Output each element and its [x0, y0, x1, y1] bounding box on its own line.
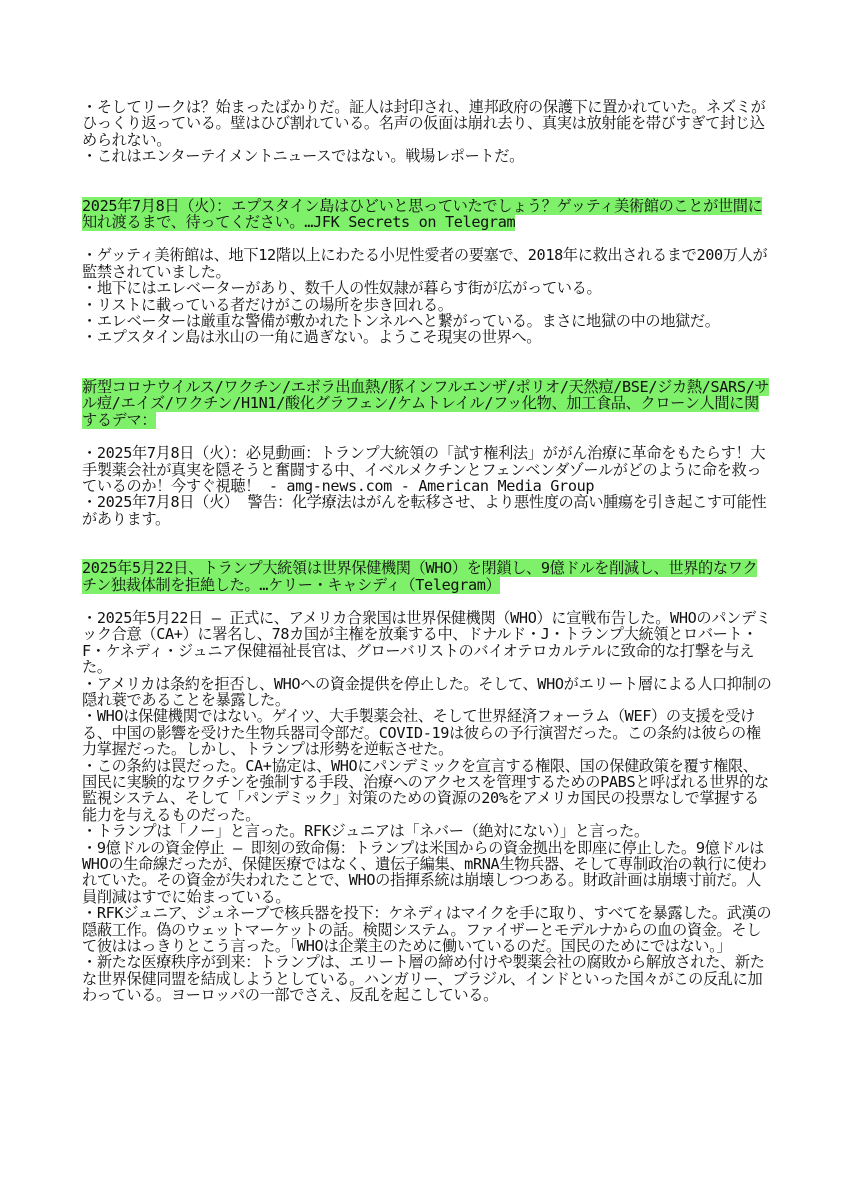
bullet-paragraph: ・トランプは「ノー」と言った。RFKジュニアは「ネバー（絶対にない）」と言った。	[82, 822, 649, 841]
document-page	[82, 99, 772, 1004]
highlighted-heading-text: 新型コロナウイルス/ワクチン/エボラ出血熱/豚インフルエンザ/ポリオ/天然痘/BSE/ジカ熱/SARS/サル痘/エイズ/ワクチン/H1N1/酸化グラフェン/ケムトレイル/フッ化物、加工食品、クローン人間に関するデマ：	[82, 377, 770, 429]
section-heading	[82, 379, 772, 428]
bullet-paragraph: ・9億ドルの資金停止 — 即刻の致命傷：トランプは米国からの資金拠出を即座に停止した。9億ドルはWHOの生命線だったが、保健医療ではなく、遺伝子編集、mRNA生物兵器、そして専制政治の執行に使われていた。その資金が失われたことで、WHOの指揮系統は崩壊しつつある。財政計画は崩壊寸前だ。人員削減はすでに始まっている。	[82, 838, 767, 906]
bullet-paragraph: ・エレベーターは厳重な警備が敷かれたトンネルへと繋がっている。まさに地獄の中の地獄だ。	[82, 312, 720, 331]
bullet-paragraph: ・WHOは保健機関ではない。ゲイツ、大手製薬会社、そして世界経済フォーラム（WEF）の支援を受ける、中国の影響を受けた生物兵器司令部だ。COVID-19は彼らの予行演習だった。この条約は彼らの権力掌握だった。しかし、トランプは形勢を逆転させた。	[82, 707, 761, 759]
bullet-paragraph: ・ゲッティ美術館は、地下12階以上にわたる小児性愛者の要塞で、2018年に救出されるまで200万人が監禁されていました。	[82, 246, 768, 281]
bullet-paragraph: ・地下にはエレベーターがあり、数千人の性奴隷が暮らす街が広がっている。	[82, 279, 602, 298]
section-who	[82, 560, 772, 1004]
bullet-paragraph: ・エプスタイン島は氷山の一角に過ぎない。ようこそ現実の世界へ。	[82, 328, 542, 347]
section-hoaxes	[82, 379, 772, 527]
intro-paragraph-2: ・これはエンターテイメントニュースではない。戦場レポートだ。	[82, 147, 524, 166]
intro-paragraph-1: ・そしてリークは？始まったばかりだ。証人は封印され、連邦政府の保護下に置かれていた。ネズミがひっくり返っている。壁はひび割れている。名声の仮面は崩れ去り、真実は放射能を帯びすぎて封じ込められない。	[82, 98, 766, 149]
section-heading	[82, 560, 772, 593]
bullet-paragraph: ・2025年7月8日（火）：必見動画：トランプ大統領の「試す権利法」ががん治療に革命をもたらす！大手製薬会社が真実を隠そうと奮闘する中、イベルメクチンとフェンベンダゾールがどのように命を救っているのか！今すぐ視聴！ - amg-news.com - American Media Group	[82, 444, 766, 495]
highlighted-heading-text: 2025年5月22日、トランプ大統領は世界保健機関（WHO）を閉鎖し、9億ドルを削減し、世界的なワクチン独裁体制を拒絶した。…ケリー・キャシディ（Telegram）	[82, 559, 758, 594]
bullet-paragraph: ・2025年5月22日 – 正式に、アメリカ合衆国は世界保健機関（WHO）に宣戦布告した。WHOのパンデミック合意（CA+）に署名し、78カ国が主権を放棄する中、ドナルド・J・トランプ大統領とロバート・F・ケネディ・ジュニア保健福祉長官は、グローバリストのバイオテロカルテルに致命的な打撃を与えた。	[82, 608, 771, 677]
bullet-paragraph: ・この条約は罠だった。CA+協定は、WHOにパンデミックを宣言する権限、国の保健政策を覆す権限、国民に実験的なワクチンを強制する手段、治療へのアクセスを管理するためのPABSと呼ばれる世界的な監視システム、そして「パンデミック」対策のための資源の20%をアメリカ国民の投票なしで掌握する能力を与えるものだった。	[82, 756, 769, 824]
bullet-paragraph: ・リストに載っている者だけがこの場所を歩き回れる。	[82, 295, 453, 314]
intro-section	[82, 99, 772, 165]
section-heading	[82, 198, 772, 231]
highlighted-heading-text: 2025年7月8日（火）：エプスタイン島はひどいと思っていたでしょう？ゲッティ美術館のことが世間に知れ渡るまで、待ってください。…JFK Secrets on Telegram	[82, 196, 763, 232]
bullet-paragraph: ・アメリカは条約を拒否し、WHOへの資金提供を停止した。そして、WHOがエリート層による人口抑制の隠れ蓑であることを暴露した。	[82, 674, 772, 709]
bullet-paragraph: ・新たな医療秩序が到来：トランプは、エリート層の締め付けや製薬会社の腐敗から解放された、新たな世界保健同盟を結成しようとしている。ハンガリー、ブラジル、インドといった国々がこの反乱に加わっている。ヨーロッパの一部でさえ、反乱を起こしている。	[82, 953, 765, 1005]
section-getty	[82, 198, 772, 346]
bullet-paragraph: ・2025年7月8日（火） 警告：化学療法はがんを転移させ、より悪性度の高い腫瘍を引き起こす可能性があります。	[82, 493, 767, 528]
bullet-paragraph: ・RFKジュニア、ジュネーブで核兵器を投下：ケネディはマイクを手に取り、すべてを暴露した。武漢の隠蔽工作。偽のウェットマーケットの話。検閲システム。ファイザーとモデルナからの血の資金。そして彼ははっきりとこう言った。「WHOは企業主のために働いているのだ。国民のためにではない。」	[82, 904, 772, 956]
